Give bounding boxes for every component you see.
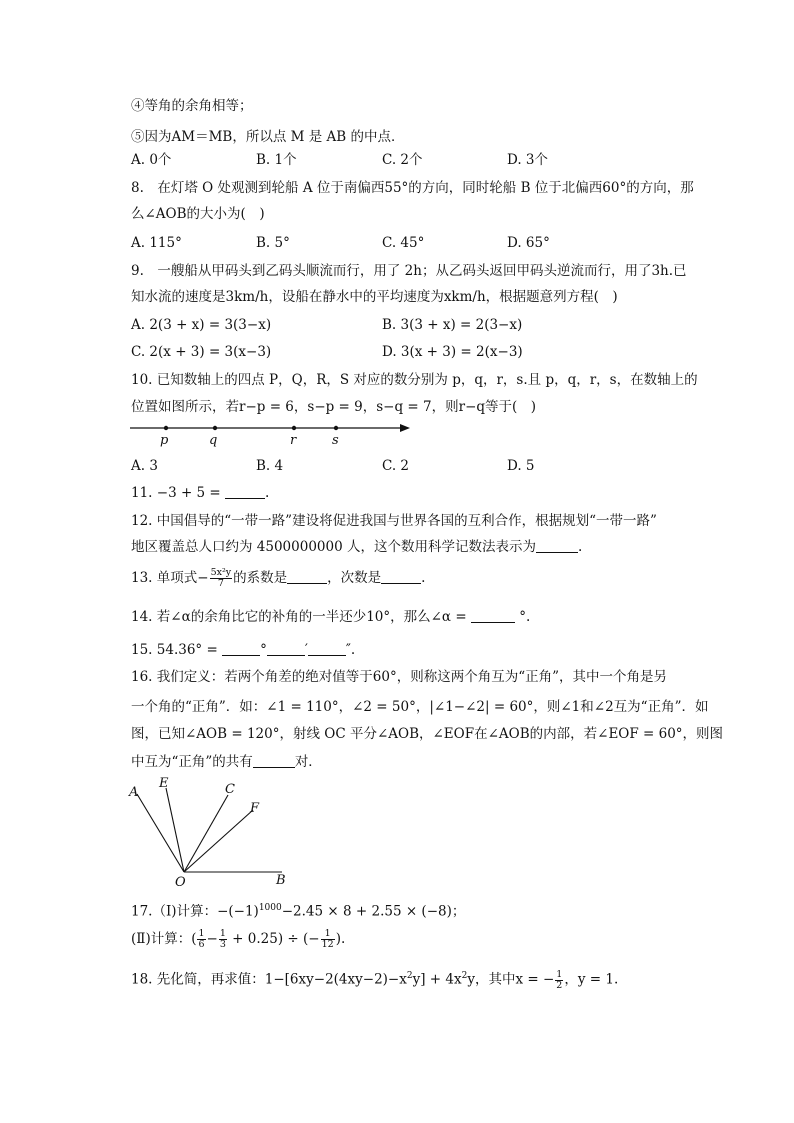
- q11-blank: [225, 484, 265, 499]
- q16-blank: [253, 753, 295, 768]
- q7-option-a: A. 0个: [131, 152, 172, 168]
- point-r: [292, 426, 296, 430]
- q12-blank: [536, 538, 578, 553]
- q18-end: ，y = 1.: [564, 971, 619, 988]
- q10-line-2: 位置如图所示，若r−p = 6，s−p = 9，s−q = 7，则r−q等于( ): [131, 399, 537, 415]
- q17-a-post: −2.45 × 8 + 2.55 × (−8)；: [281, 903, 466, 920]
- q17-f2-numerator: 1: [219, 928, 226, 939]
- q18-exponent-1: 2: [406, 971, 413, 981]
- q10-option-b: B. 4: [256, 458, 284, 474]
- q17-b-mid: + 0.25) ÷ (−: [227, 931, 320, 947]
- q17-a-exponent: 1000: [258, 903, 282, 913]
- number-line-figure: [126, 417, 416, 447]
- q13-numerator: 5x²y: [210, 567, 232, 578]
- q17-f3-numerator: 1: [321, 929, 335, 940]
- q13-pre: 13. 单项式−: [131, 570, 209, 586]
- q15-blank-deg: [222, 641, 260, 656]
- q8-line-1: 8. 在灯塔 O 处观测到轮船 A 位于南偏西55°的方向，同时轮船 B 位于北偏西60°的方向，那: [131, 180, 694, 196]
- statement-4: ④等角的余角相等；: [131, 98, 253, 114]
- q14-line: [131, 607, 530, 627]
- q16-text: 中互为“正角”的共有: [131, 754, 253, 770]
- q14-end: °.: [519, 609, 531, 625]
- q15-blank-min: [267, 641, 305, 656]
- q7-option-c: C. 2个: [382, 152, 423, 168]
- q17-a-pre: 17.（Ⅰ)计算：−(−1): [131, 903, 259, 920]
- q9-option-d: D. 3(x + 3) = 2(x−3): [382, 344, 523, 360]
- q18-pre: 18. 先化简，再求值：1−[6xy−2(4xy−2)−x: [131, 971, 407, 988]
- q17-f1-numerator: 1: [198, 928, 205, 939]
- q12-line-1: 12. 中国倡导的“一带一路”建设将促进我国与世界各国的互利合作，根据规划“一带一路”: [131, 513, 657, 529]
- q10-option-a: A. 3: [131, 458, 158, 474]
- q15-line: [131, 640, 355, 660]
- q13-fraction: [210, 568, 233, 589]
- q13-line: [131, 568, 425, 589]
- q8-option-a: A. 115°: [131, 235, 182, 251]
- q12-line-2: [131, 537, 582, 557]
- q15-min: ′: [304, 642, 308, 658]
- q17-f1-denominator: 6: [198, 939, 205, 950]
- q13-denominator: 7: [217, 578, 224, 589]
- q18-line: [131, 966, 618, 991]
- q18-f-numerator: 1: [556, 968, 563, 980]
- q8-option-b: B. 5°: [256, 235, 290, 251]
- ray-oc: [184, 795, 228, 872]
- q17-part-1: [131, 898, 465, 922]
- ray-oa: [137, 794, 184, 872]
- q8-line-2: 么∠AOB的大小为( ): [131, 206, 265, 222]
- q18-f-denominator: 2: [556, 979, 563, 991]
- q16-line-4: [131, 752, 322, 772]
- q16-line-2: 一个角的“正角”．如：∠1 = 110°，∠2 = 50°，|∠1−∠2| = 60°，则∠1和∠2互为“正角”．如: [131, 699, 709, 715]
- angle-figure: [126, 772, 306, 890]
- q9-option-a: A. 2(3 + x) = 3(3−x): [131, 317, 272, 333]
- point-s: [334, 426, 338, 430]
- q12-end: .: [577, 539, 583, 555]
- q18-mid: y] + 4x: [412, 971, 462, 988]
- label-a: A: [129, 785, 139, 800]
- q17-fraction-2: [219, 929, 227, 950]
- label-q: q: [209, 433, 218, 447]
- q9-line-1: 9. 一艘船从甲码头到乙码头顺流而行，用了 2h；从乙码头返回甲码头逆流而行，用了3h.已: [131, 263, 687, 279]
- q13-mid: 的系数是: [233, 570, 288, 586]
- q13-blank-2: [381, 569, 421, 584]
- point-q: [213, 426, 217, 430]
- q13-end: .: [421, 570, 426, 586]
- number-line-arrow: [400, 424, 410, 432]
- ray-oe: [166, 788, 184, 872]
- q16-end: 对．: [294, 754, 322, 770]
- label-e: E: [159, 776, 169, 791]
- q15-text: 15. 54.36° =: [131, 642, 218, 658]
- q9-option-b: B. 3(3 + x) = 2(3−x): [382, 317, 523, 333]
- q9-option-c: C. 2(x + 3) = 3(x−3): [131, 344, 272, 360]
- q11-end: .: [265, 485, 270, 501]
- q17-fraction-1: [197, 929, 205, 950]
- q15-blank-sec: [308, 641, 346, 656]
- q18-fraction: [555, 970, 563, 991]
- q7-option-d: D. 3个: [507, 152, 549, 168]
- q9-line-2: 知水流的速度是3km/h，设船在静水中的平均速度为xkm/h，根据题意列方程( ): [131, 289, 618, 305]
- q16-line-1: 16. 我们定义：若两个角差的绝对值等于60°，则称这两个角互为“正角”，其中一个角是另: [131, 669, 667, 685]
- q17-b-end: ).: [335, 931, 346, 947]
- q8-option-c: C. 45°: [382, 235, 425, 251]
- point-p: [164, 426, 168, 430]
- q14-text: 14. 若∠α的余角比它的补角的一半还少10°，那么∠α =: [131, 609, 467, 625]
- q8-option-d: D. 65°: [507, 235, 550, 251]
- q17-f3-denominator: 12: [321, 939, 334, 950]
- statement-5: ⑤因为AM＝MB，所以点 M 是 AB 的中点．: [131, 129, 405, 145]
- q7-option-b: B. 1个: [256, 152, 297, 168]
- q15-sec: ″.: [345, 642, 356, 658]
- label-r: r: [290, 433, 297, 447]
- q17-part-2: [131, 929, 345, 950]
- q11-text: 11. −3 + 5 =: [131, 485, 221, 501]
- q17-fraction-3: [321, 929, 335, 950]
- ray-of: [184, 810, 253, 872]
- q10-line-1: 10. 已知数轴上的四点 P，Q，R，S 对应的数分别为 p，q，r，s.且 p，q，r，s，在数轴上的: [131, 372, 698, 388]
- label-b: B: [276, 873, 286, 888]
- q15-deg: °: [260, 642, 267, 658]
- q13-blank-1: [287, 569, 327, 584]
- q13-mid2: ，次数是: [327, 570, 382, 586]
- label-p: p: [160, 433, 169, 447]
- q10-option-d: D. 5: [507, 458, 535, 474]
- q10-option-c: C. 2: [382, 458, 410, 474]
- q16-line-3: 图，已知∠AOB = 120°，射线 OC 平分∠AOB，∠EOF在∠AOB的内部，若∠EOF = 60°，则图: [131, 726, 724, 742]
- label-c: C: [225, 782, 235, 797]
- label-o: O: [175, 875, 186, 890]
- label-f: F: [250, 801, 260, 816]
- q11-line: [131, 483, 269, 503]
- label-s: s: [332, 433, 339, 447]
- q14-blank: [471, 608, 515, 623]
- q18-exponent-2: 2: [461, 971, 468, 981]
- q18-mid2: y，其中x = −: [467, 971, 555, 988]
- q17-b-minus: −: [206, 931, 218, 947]
- q12-text: 地区覆盖总人口约为 4500000000 人，这个数用科学记数法表示为: [131, 539, 536, 555]
- q17-b-pre: (Ⅱ)计算：(: [131, 931, 197, 947]
- q17-f2-denominator: 3: [219, 939, 226, 950]
